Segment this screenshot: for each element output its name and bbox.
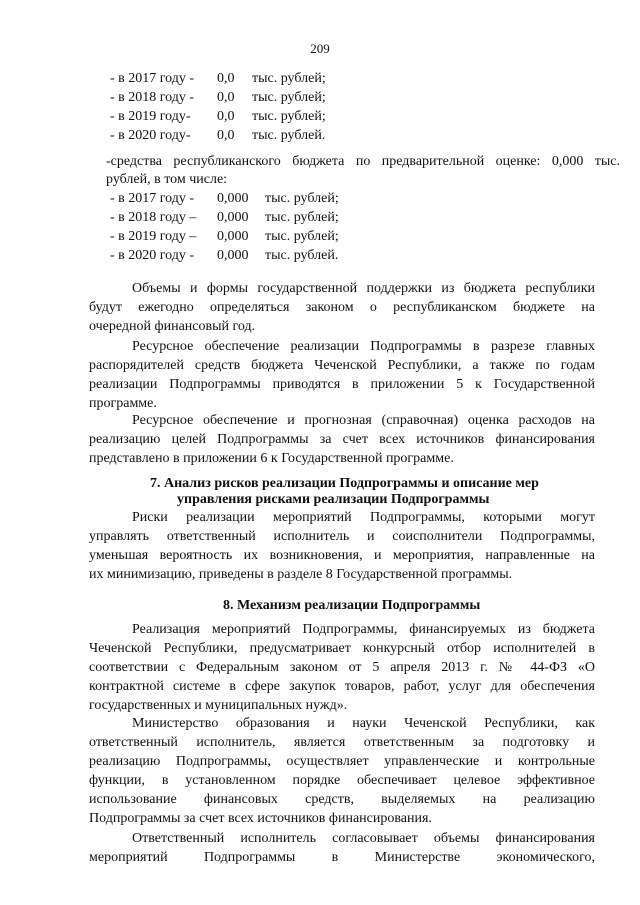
- heading-line: 7. Анализ рисков реализации Подпрограммы и описание мер: [150, 476, 539, 491]
- text-line: использование финансовых средств, выделяемых на реализацию: [89, 792, 595, 807]
- unit: тыс. рублей;: [252, 109, 326, 124]
- text-line: Чеченской Республики, предусматривает конкурсный отбор исполнителей в: [89, 641, 595, 656]
- year-label: - в 2017 году -: [110, 191, 195, 206]
- year-label: - в 2019 году –: [110, 229, 197, 244]
- text-line: Подпрограммы за счет всех источников финансирования.: [89, 811, 432, 826]
- regional-intro-line: -средства республиканского бюджета по предварительной оценке: 0,000 тыс.: [106, 154, 620, 169]
- amount: 0,000: [217, 229, 249, 244]
- section-8-heading: 8. Механизм реализации Подпрограммы: [223, 598, 481, 613]
- amount: 0,000: [217, 248, 249, 263]
- text-line: Реализация мероприятий Подпрограммы, финансируемых из бюджета: [132, 622, 595, 637]
- unit: тыс. рублей.: [252, 128, 326, 143]
- year-label: - в 2019 году-: [110, 109, 191, 124]
- unit: тыс. рублей.: [265, 248, 339, 263]
- text-line: управлять ответственный исполнитель и соисполнители Подпрограммы,: [89, 529, 595, 544]
- text-line: реализацию Подпрограммы, осуществляет управленческие и контрольные: [89, 754, 595, 769]
- year-label: - в 2018 году –: [110, 210, 197, 225]
- unit: тыс. рублей;: [252, 71, 326, 86]
- year-label: - в 2018 году -: [110, 90, 195, 105]
- amount: 0,0: [217, 90, 235, 105]
- text-line: мероприятий Подпрограммы в Министерстве экономического,: [89, 850, 595, 865]
- unit: тыс. рублей;: [265, 229, 339, 244]
- amount: 0,0: [217, 128, 235, 143]
- text-line: Ресурсное обеспечение реализации Подпрограммы в разрезе главных: [132, 339, 595, 354]
- text-line: будут ежегодно определяться законом о республиканском бюджете на: [89, 300, 595, 315]
- amount: 0,0: [217, 109, 235, 124]
- text-line: Риски реализации мероприятий Подпрограммы, которыми могут: [132, 510, 595, 525]
- text-line: реализацию целей Подпрограммы за счет всех источников финансирования: [89, 432, 595, 447]
- text-line: очередной финансовый год.: [89, 319, 256, 334]
- text-line: контрактной системе в сфере закупок товаров, работ, услуг для обеспечения: [89, 679, 595, 694]
- text-line: представлено в приложении 6 к Государственной программе.: [89, 451, 454, 466]
- text-line: соответствии с Федеральным законом от 5 апреля 2013 г. № 44-ФЗ «О: [89, 660, 595, 675]
- year-label: - в 2020 году -: [110, 248, 195, 263]
- regional-intro-line: рублей, в том числе:: [106, 172, 228, 187]
- unit: тыс. рублей;: [252, 90, 326, 105]
- year-label: - в 2020 году-: [110, 128, 191, 143]
- amount: 0,0: [217, 71, 235, 86]
- text-line: функции, в установленном порядке обеспечивает целевое эффективное: [89, 773, 595, 788]
- text-line: программе.: [89, 396, 157, 411]
- unit: тыс. рублей;: [265, 191, 339, 206]
- text-line: Министерство образования и науки Чеченской Республики, как: [132, 716, 595, 731]
- text-line: их минимизацию, приведены в разделе 8 Государственной программы.: [89, 567, 513, 582]
- text-line: Объемы и формы государственной поддержки из бюджета республики: [132, 281, 595, 296]
- amount: 0,000: [217, 210, 249, 225]
- page-number: 209: [310, 41, 330, 56]
- unit: тыс. рублей;: [265, 210, 339, 225]
- text-line: государственных и муниципальных нужд».: [89, 698, 348, 713]
- text-line: реализации Подпрограммы приводятся в приложении 5 к Государственной: [89, 377, 595, 392]
- text-line: ответственный исполнитель, является ответственным за подготовку и: [89, 735, 595, 750]
- heading-line: управления рисками реализации Подпрограммы: [177, 492, 490, 507]
- amount: 0,000: [217, 191, 249, 206]
- text-line: Ресурсное обеспечение и прогнозная (справочная) оценка расходов на: [132, 413, 595, 428]
- text-line: уменьшая вероятность их возникновения, и мероприятия, направленные на: [89, 548, 595, 563]
- text-line: Ответственный исполнитель согласовывает объемы финансирования: [132, 831, 595, 846]
- year-label: - в 2017 году -: [110, 71, 195, 86]
- text-line: распорядителей средств бюджета Чеченской Республики, а также по годам: [89, 358, 595, 373]
